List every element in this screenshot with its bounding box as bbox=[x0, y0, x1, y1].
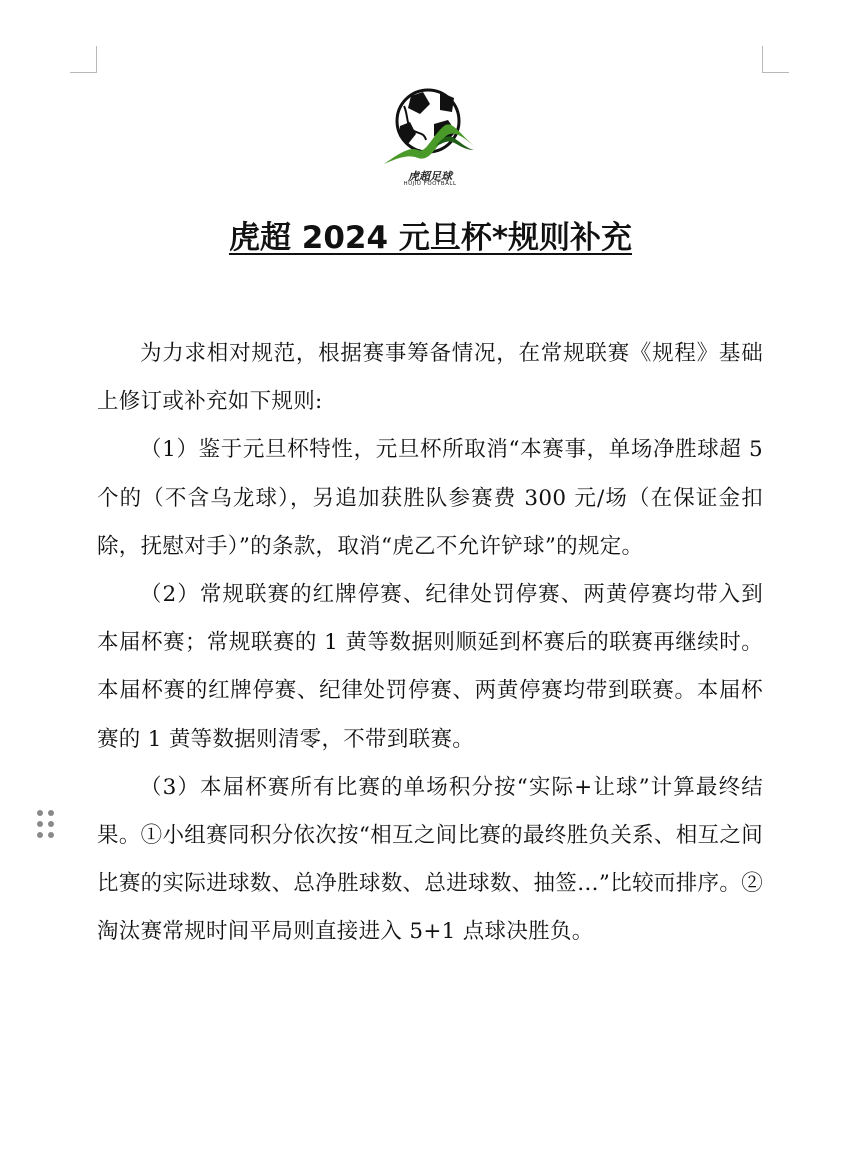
drag-handle-icon[interactable] bbox=[36, 808, 56, 840]
paragraph-intro: 为力求相对规范，根据赛事筹备情况，在常规联赛《规程》基础上修订或补充如下规则: bbox=[97, 341, 763, 415]
logo-name-cn: 虎超足球 bbox=[408, 170, 452, 183]
paragraph-rule-3: （3）本届杯赛所有比赛的单场积分按“实际+让球”计算最终结果。①小组赛同积分依次按“相互之间比赛的最终胜负关系、相互之间比赛的实际进球数、总净胜球数、总进球数、抽签…”比较而排序。②淘汰赛常规时间平局则直接进入 5+1 点球决胜负。 bbox=[97, 774, 763, 945]
football-mountain-logo-icon bbox=[378, 84, 482, 168]
document-title: 虎超 2024 元旦杯*规则补充 bbox=[228, 220, 633, 256]
paragraph-rule-2: （2）常规联赛的红牌停赛、纪律处罚停赛、两黄停赛均带入到本届杯赛；常规联赛的 1 黄等数据则顺延到杯赛后的联赛再继续时。本届杯赛的红牌停赛、纪律处罚停赛、两黄停赛均带到联赛。本届杯赛的 1 黄等数据则清零，不带到联赛。 bbox=[97, 582, 763, 752]
crop-mark-top-left bbox=[70, 46, 97, 73]
paragraph-rule-1: （1）鉴于元旦杯特性，元旦杯所取消“本赛事，单场净胜球超 5 个的（不含乌龙球），另追加获胜队参赛费 300 元/场（在保证金扣除，抚慰对手）”的条款，取消“虎乙不允许铲球”的规定。 bbox=[97, 437, 763, 559]
brand-logo bbox=[378, 84, 482, 190]
document-body bbox=[97, 330, 763, 957]
logo-name-en: HUJIU FOOTBALL bbox=[403, 181, 457, 187]
crop-mark-top-right bbox=[762, 46, 789, 73]
document-title-block bbox=[0, 216, 861, 260]
